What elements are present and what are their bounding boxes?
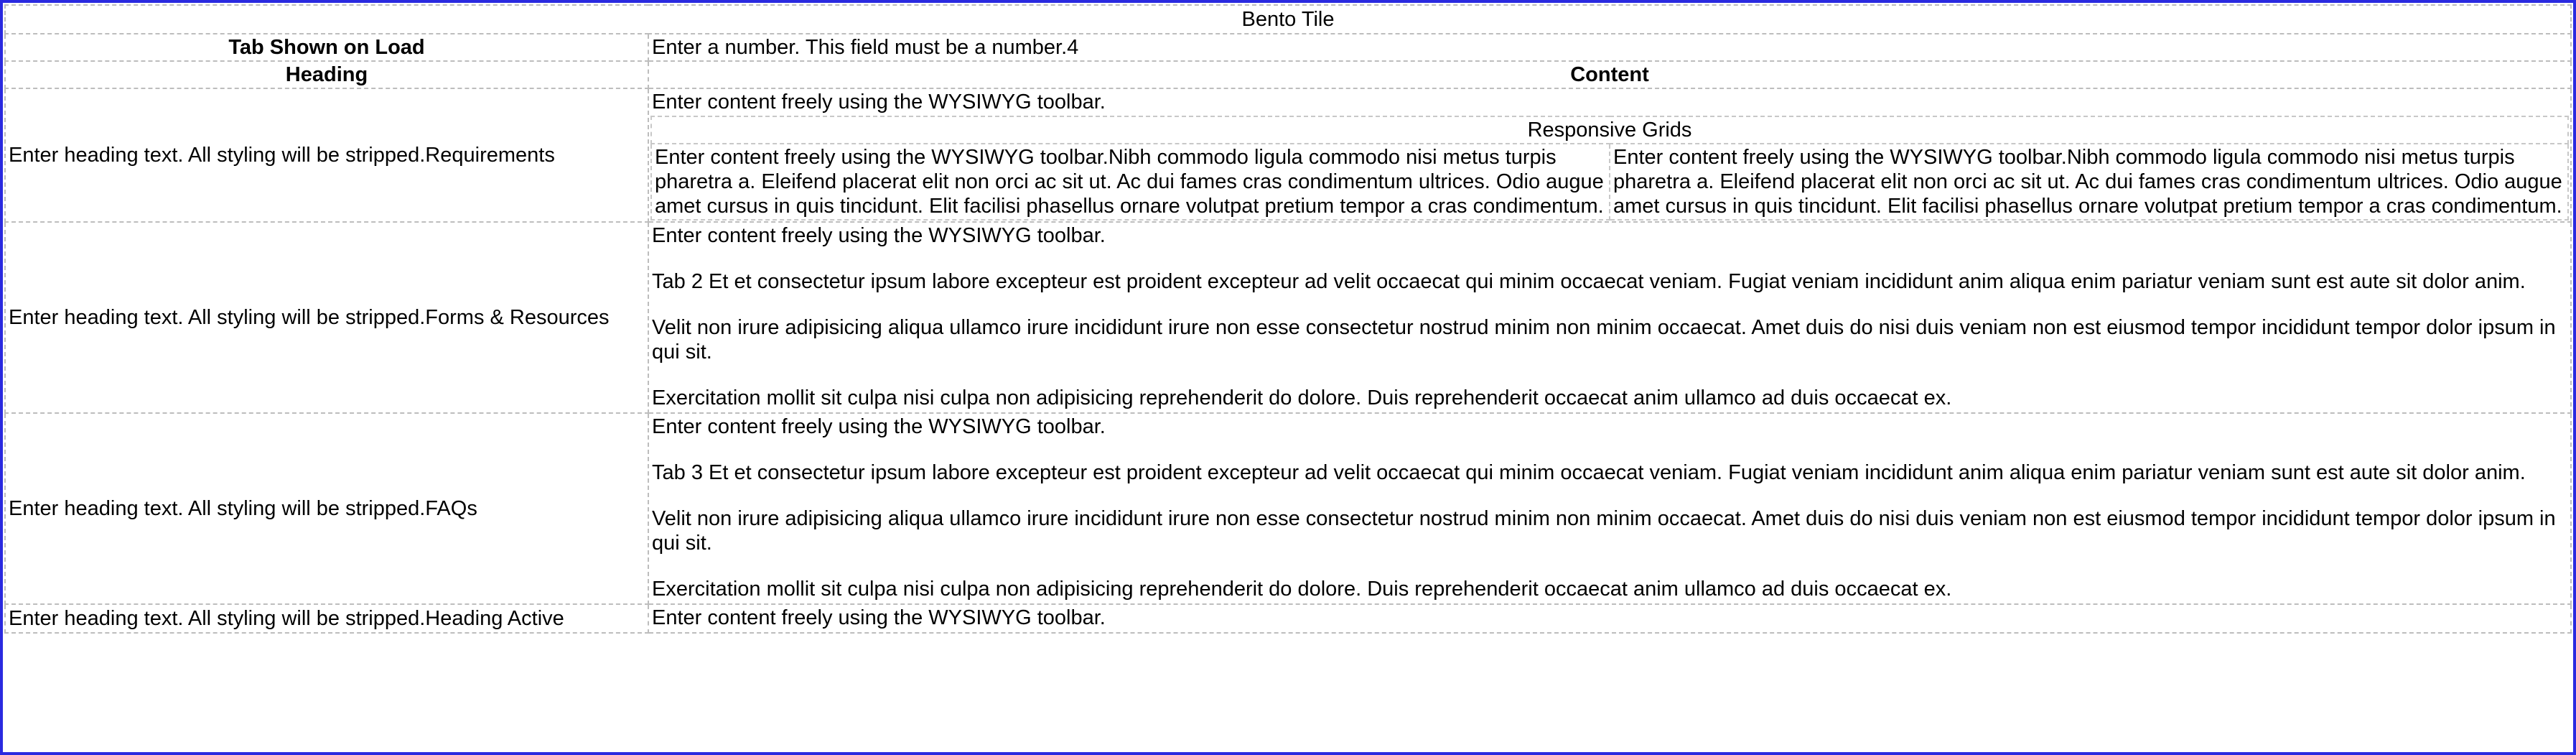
content-paragraph: Velit non irure adipisicing aliqua ullamco irure incididunt irure non esse consectetur nostrud minim non minim occaecat. Amet duis do nisi duis veniam non est eiusmod tempor incididunt tempor dolor ipsum in qui sit. (652, 507, 2556, 555)
content-paragraph: Tab 3 Et et consectetur ipsum labore excepteur est proident excepteur ad velit occaecat qui minim occaecat veniam. Fugiat veniam incididunt anim aliqua enim pariatur veniam sunt est aute sit dolor anim. (652, 461, 2526, 484)
row-heading: Enter heading text. All styling will be stripped.Forms & Resources (5, 222, 648, 413)
content-intro: Enter content freely using the WYSIWYG toolbar. (652, 91, 1106, 114)
table-row (5, 413, 2571, 604)
row-content (648, 88, 2571, 222)
content-paragraph: Exercitation mollit sit culpa nisi culpa non adipisicing reprehenderit do dolore. Duis reprehenderit occaecat anim ullamco ad duis occaecat ex. (652, 386, 1952, 409)
content-paragraph: Tab 2 Et et consectetur ipsum labore excepteur est proident excepteur ad velit occaecat qui minim occaecat veniam. Fugiat veniam incididunt anim aliqua enim pariatur veniam sunt est aute sit dolor anim. (652, 270, 2526, 293)
content-paragraph: Velit non irure adipisicing aliqua ullamco irure incididunt irure non esse consectetur nostrud minim non minim occaecat. Amet duis do nisi duis veniam non est eiusmod tempor incididunt tempor dolor ipsum in qui sit. (652, 316, 2556, 363)
table-row (5, 604, 2571, 633)
tab-shown-value: Enter a number. This field must be a number.4 (648, 34, 2571, 61)
content-paragraph: Enter content freely using the WYSIWYG toolbar. (652, 224, 1106, 247)
content-paragraph: Exercitation mollit sit culpa nisi culpa non adipisicing reprehenderit do dolore. Duis reprehenderit occaecat anim ullamco ad duis occaecat ex. (652, 578, 1952, 601)
row-content (648, 413, 2571, 604)
title-row (5, 5, 2571, 34)
row-heading: Enter heading text. All styling will be stripped.FAQs (5, 413, 648, 604)
row-heading: Enter heading text. All styling will be stripped.Heading Active (5, 604, 648, 633)
row-content (648, 222, 2571, 413)
responsive-grid-title: Responsive Grids (651, 116, 2568, 144)
column-header-row (5, 61, 2571, 88)
tab-shown-label: Tab Shown on Load (5, 34, 648, 61)
row-content (648, 604, 2571, 633)
heading-column-header: Heading (5, 61, 648, 88)
table-row (5, 88, 2571, 222)
table-row (5, 222, 2571, 413)
content-paragraph: Enter content freely using the WYSIWYG toolbar. (652, 415, 1106, 438)
grid-cell: Enter content freely using the WYSIWYG toolbar.Nibh commodo ligula commodo nisi metus turpis pharetra a. Eleifend placerat elit non orci ac sit ut. Ac dui fames cras condimentum ultrices. Odio augue amet cursus in quis tincidunt. Elit facilisi phasellus ornare volutpat pretium tempor a cras condimentum. (1610, 144, 2568, 220)
content-paragraph: Enter content freely using the WYSIWYG toolbar. (652, 606, 1106, 629)
grid-cell: Enter content freely using the WYSIWYG toolbar.Nibh commodo ligula commodo nisi metus turpis pharetra a. Eleifend placerat elit non orci ac sit ut. Ac dui fames cras condimentum ultrices. Odio augue amet cursus in quis tincidunt. Elit facilisi phasellus ornare volutpat pretium tempor a cras condimentum. (651, 144, 1610, 220)
row-heading: Enter heading text. All styling will be stripped.Requirements (5, 88, 648, 222)
bento-tile-table (4, 4, 2572, 634)
tab-row (5, 34, 2571, 61)
table-title: Bento Tile (5, 5, 2571, 34)
responsive-grid-table (650, 116, 2569, 221)
content-column-header: Content (648, 61, 2571, 88)
